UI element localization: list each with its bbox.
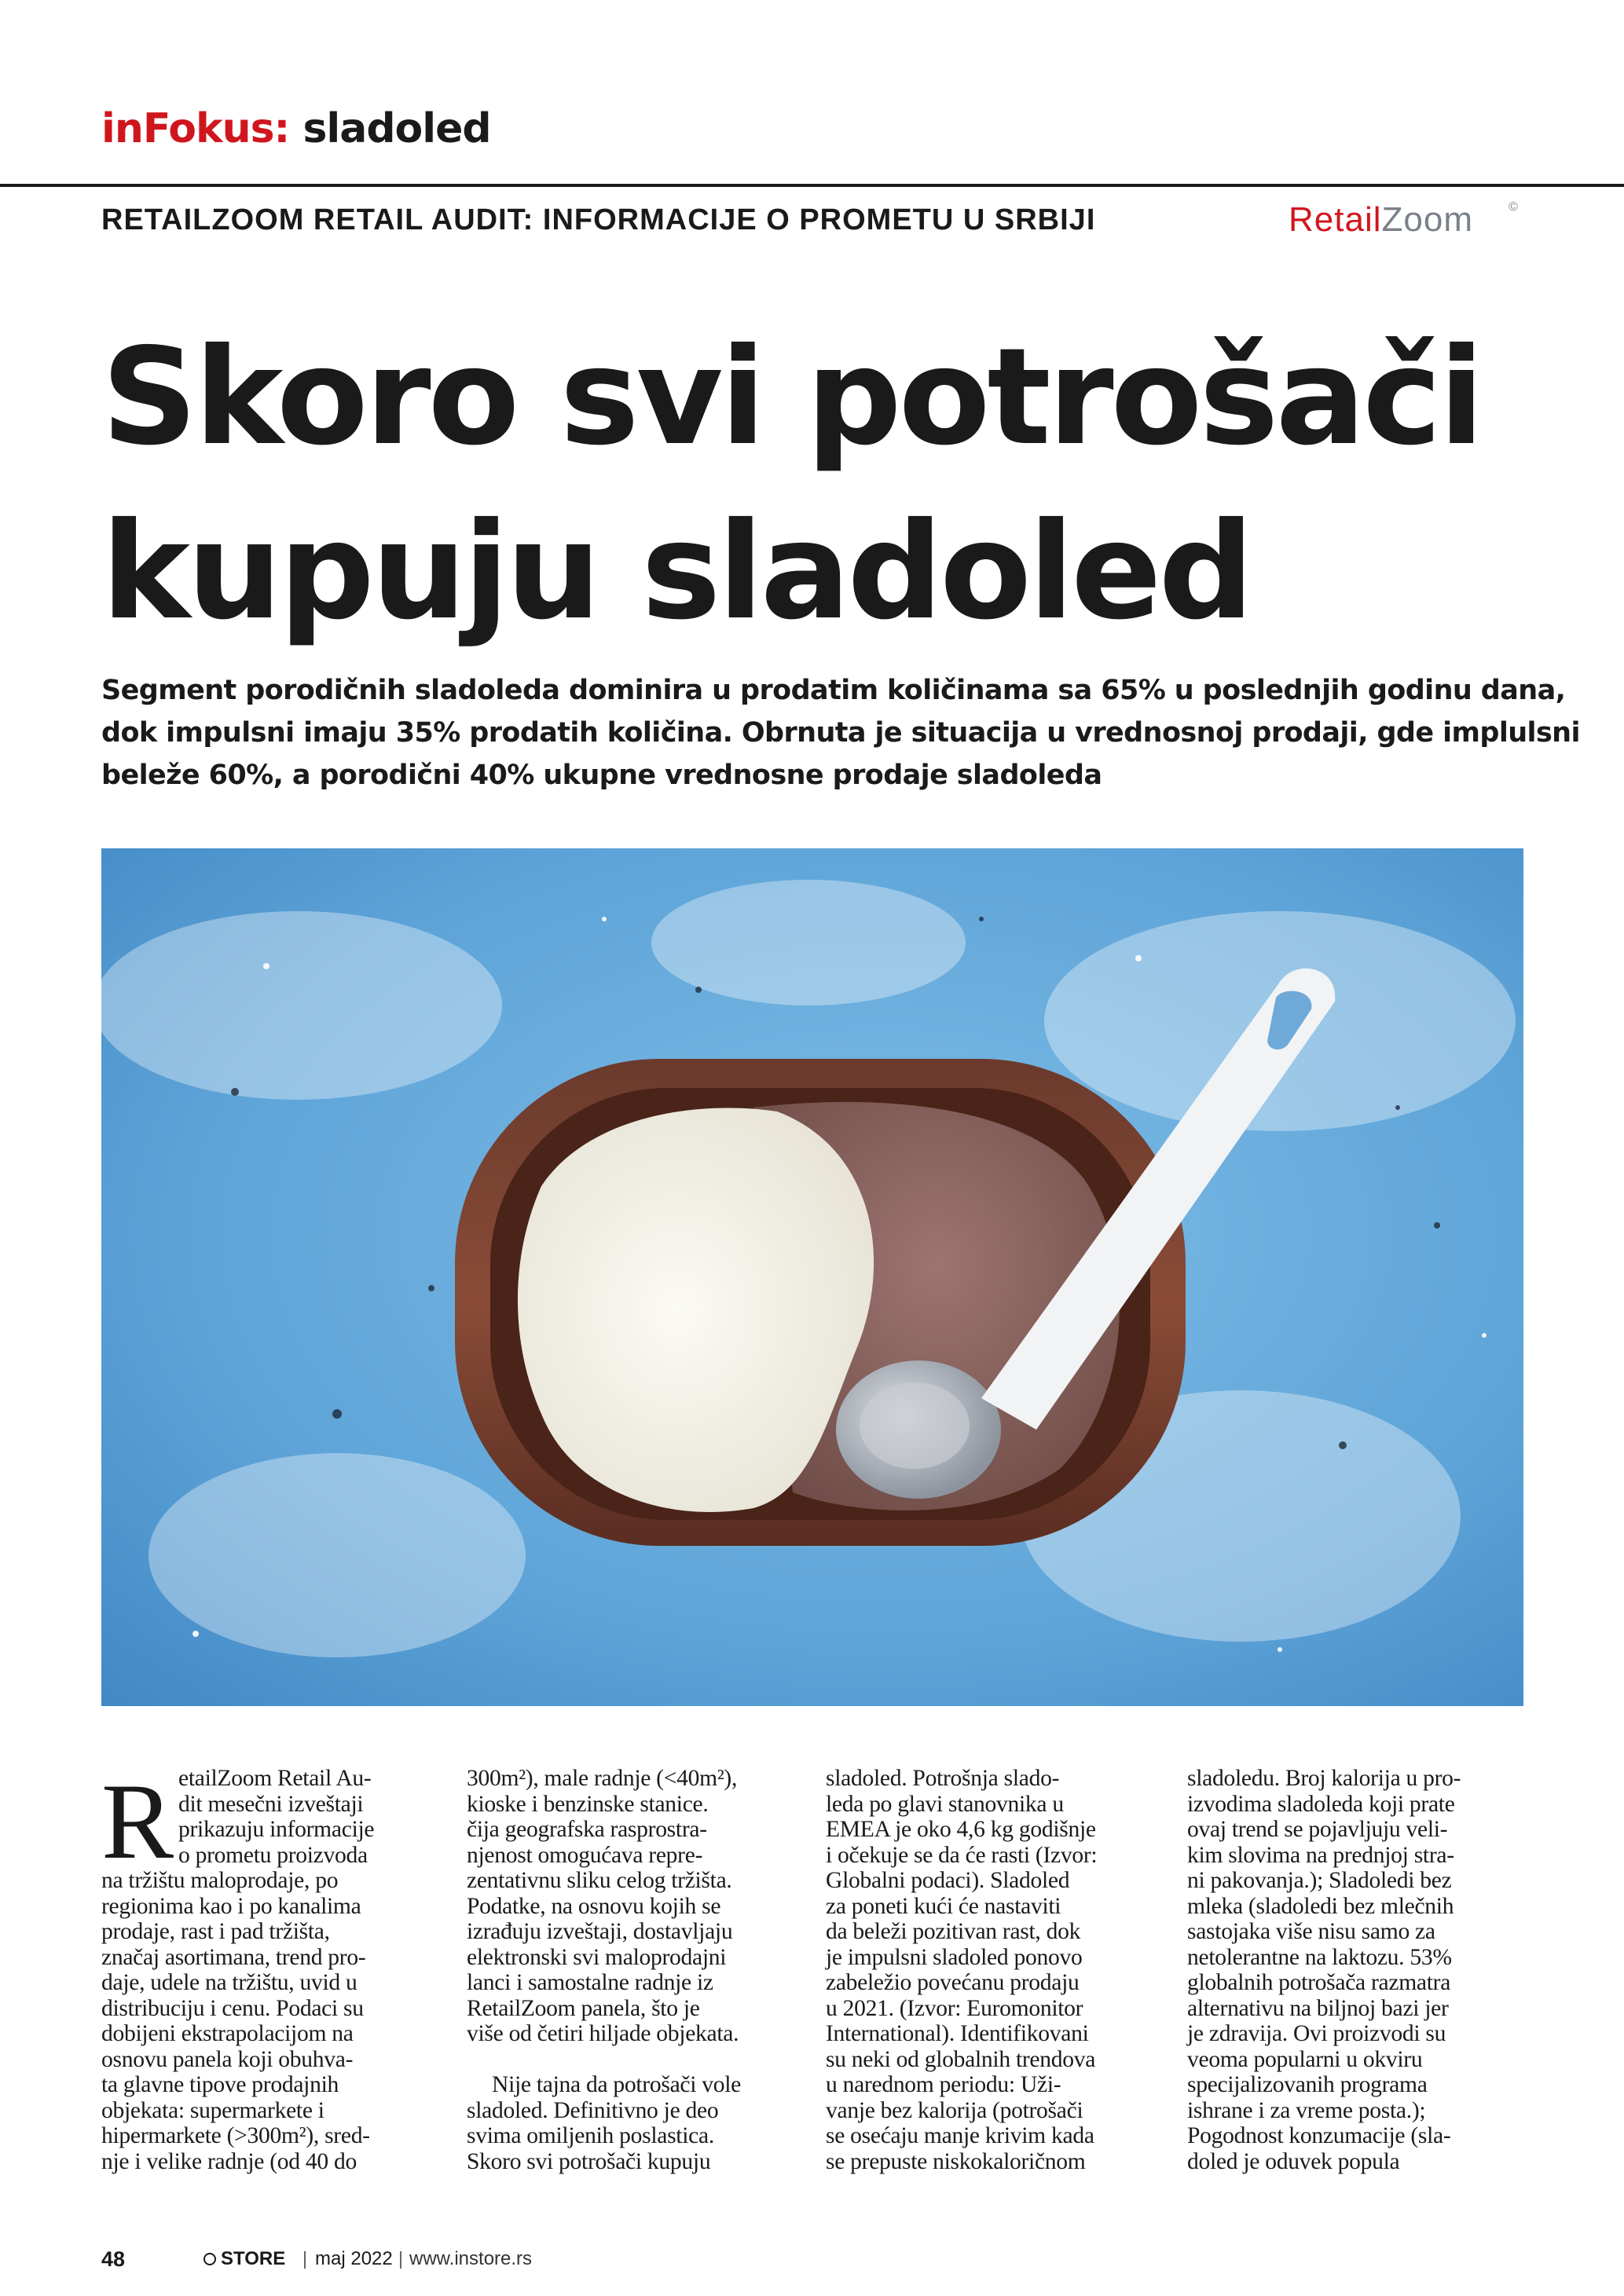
svg-text:RetailZoom bbox=[1289, 200, 1473, 239]
body-line: etailZoom Retail Au- bbox=[178, 1766, 372, 1791]
headline-line: Skoro svi potrošači bbox=[101, 320, 1482, 475]
body-line: je zdravija. Ovi proizvodi su bbox=[1187, 2021, 1446, 2046]
body-line: daje, udele na tržištu, uvid u bbox=[101, 1970, 357, 1995]
body-column-3 bbox=[826, 1766, 1144, 2174]
page-number: 48 bbox=[101, 2247, 126, 2271]
body-line: zentativnu sliku celog tržišta. bbox=[467, 1868, 732, 1893]
body-line: RetailZoom panela, što je bbox=[467, 1995, 700, 2021]
body-line: u 2021. (Izvor: Euromonitor bbox=[826, 1995, 1083, 2021]
body-line: prikazuju informacije bbox=[178, 1817, 375, 1842]
body-line: izrađuju izveštaji, dostavljaju bbox=[467, 1919, 733, 1944]
lead-paragraph bbox=[101, 669, 1580, 796]
footer-brand bbox=[203, 2245, 285, 2273]
paragraph-gap bbox=[467, 2047, 785, 2073]
body-line: za poneti kući će nastaviti bbox=[826, 1893, 1061, 1919]
body-line: se osećaju manje krivim kada bbox=[826, 2123, 1094, 2148]
body-line: doled je oduvek popula bbox=[1187, 2148, 1400, 2174]
body-line: Skoro svi potrošači kupuju bbox=[467, 2148, 711, 2174]
header-rule bbox=[0, 184, 1624, 187]
body-line: osnovu panela koji obuhva- bbox=[101, 2046, 354, 2072]
headline bbox=[101, 310, 1547, 659]
lead-line: Segment porodičnih sladoleda dominira u prodatim količinama sa 65% u poslednjih godinu dana, bbox=[101, 675, 1566, 706]
logo-mark: © bbox=[1509, 200, 1518, 214]
body-line: izvodima sladoleda koji prate bbox=[1187, 1791, 1455, 1817]
logo-part1: Retail bbox=[1289, 200, 1382, 239]
body-line: mleka (sladoledi bez mlečnih bbox=[1187, 1893, 1454, 1919]
body-line: ishrane i za vreme posta.); bbox=[1187, 2097, 1426, 2123]
body-line: se prepuste niskokaloričnom bbox=[826, 2148, 1086, 2174]
body-line: čija geografska rasprostra- bbox=[467, 1817, 707, 1842]
body-line: zabeležio povećanu prodaju bbox=[826, 1970, 1080, 1995]
body-line: netolerantne na laktozu. 53% bbox=[1187, 1944, 1452, 1970]
footer-issue: maj 2022 bbox=[315, 2248, 393, 2269]
logo-part2: Zoom bbox=[1381, 200, 1473, 239]
body-line: prodaje, rast i pad tržišta, bbox=[101, 1919, 330, 1944]
body-line: Globalni podaci). Sladoled bbox=[826, 1868, 1070, 1893]
body-line: značaj asortimana, trend pro- bbox=[101, 1944, 366, 1970]
body-line: da beleži pozitivan rast, dok bbox=[826, 1919, 1081, 1944]
body-line: njenost omogućava repre- bbox=[467, 1842, 703, 1868]
lead-line: beleže 60%, a porodični 40% ukupne vrednosne prodaje sladoleda bbox=[101, 760, 1102, 791]
footer-url[interactable]: www.instore.rs bbox=[409, 2248, 533, 2269]
body-line: elektronski svi maloprodajni bbox=[467, 1944, 727, 1970]
body-line: Pogodnost konzumacije (sla- bbox=[1187, 2123, 1451, 2148]
body-column-4 bbox=[1187, 1766, 1505, 2174]
body-line: su neki od globalnih trendova bbox=[826, 2046, 1096, 2072]
body-line: EMEA je oko 4,6 kg godišnje bbox=[826, 1817, 1096, 1842]
body-line: dit mesečni izveštaji bbox=[178, 1791, 364, 1817]
section-tag bbox=[101, 105, 491, 152]
ice-cream-photo bbox=[101, 848, 1523, 1706]
body-line: hipermarkete (>300m²), sred- bbox=[101, 2123, 370, 2148]
body-line: leda po glavi stanovnika u bbox=[826, 1791, 1064, 1817]
retailzoom-logo bbox=[1289, 195, 1524, 242]
body-line: na tržištu maloprodaje, po bbox=[101, 1868, 339, 1893]
body-line: vanje bez kalorija (potrošači bbox=[826, 2097, 1083, 2123]
body-line: veoma popularni u okviru bbox=[1187, 2046, 1423, 2072]
body-line: svima omiljenih poslastica. bbox=[467, 2123, 714, 2148]
body-line: International). Identifikovani bbox=[826, 2021, 1089, 2046]
body-line: o prometu proizvoda bbox=[178, 1842, 368, 1868]
section-prefix: inFokus: bbox=[101, 105, 290, 152]
body-line: više od četiri hiljade objekata. bbox=[467, 2021, 739, 2046]
article-body bbox=[101, 1761, 1523, 2174]
lead-line: dok impulsni imaju 35% prodatih količina. Obrnuta je situacija u vrednosnoj prodaji, gde implulsni bbox=[101, 717, 1580, 749]
body-line: regionima kao i po kanalima bbox=[101, 1893, 361, 1919]
body-line: u narednom periodu: Uži- bbox=[826, 2072, 1061, 2097]
body-line: ni pakovanja.); Sladoledi bez bbox=[1187, 1868, 1452, 1893]
body-line: sladoled. Potrošnja slado- bbox=[826, 1766, 1060, 1791]
body-line: Podatke, na osnovu kojih se bbox=[467, 1893, 721, 1919]
body-line: specijalizovanih programa bbox=[1187, 2072, 1428, 2097]
body-line: nje i velike radnje (od 40 do bbox=[101, 2148, 357, 2174]
headline-line: kupuju sladoled bbox=[101, 494, 1252, 650]
body-line: kim slovima na prednjoj stra- bbox=[1187, 1842, 1454, 1868]
body-line: alternativu na biljnoj bazi jer bbox=[1187, 1995, 1449, 2021]
body-line: je impulsni sladoled ponovo bbox=[826, 1944, 1083, 1970]
body-line: kioske i benzinske stanice. bbox=[467, 1791, 709, 1817]
drop-cap: R bbox=[101, 1761, 174, 1881]
body-line: 300m²), male radnje (<40m²), bbox=[467, 1766, 738, 1791]
body-line: dobijeni ekstrapolacijom na bbox=[101, 2021, 354, 2046]
footer-divider bbox=[400, 2251, 401, 2269]
page-footer bbox=[101, 2245, 887, 2273]
body-line: sastojaka više nisu samo za bbox=[1187, 1919, 1435, 1944]
footer-brand-name: STORE bbox=[221, 2248, 286, 2269]
body-line: lanci i samostalne radnje iz bbox=[467, 1970, 713, 1995]
body-column-2 bbox=[467, 1766, 785, 2174]
body-line: sladoled. Definitivno je deo bbox=[467, 2097, 719, 2123]
body-line: ta glavne tipove prodajnih bbox=[101, 2072, 339, 2097]
kicker: RETAILZOOM RETAIL AUDIT: INFORMACIJE O PROMETU U SRBIJI bbox=[101, 203, 1096, 236]
body-line: globalnih potrošača razmatra bbox=[1187, 1970, 1451, 1995]
in-logo-icon bbox=[203, 2253, 216, 2265]
body-line: Nije tajna da potrošači vole bbox=[492, 2072, 742, 2097]
body-line: ovaj trend se pojavljuju veli- bbox=[1187, 1817, 1448, 1842]
body-line: objekata: supermarkete i bbox=[101, 2097, 324, 2123]
body-line: distribuciju i cenu. Podaci su bbox=[101, 1995, 364, 2021]
body-column-1 bbox=[101, 1761, 420, 2174]
body-line: sladoledu. Broj kalorija u pro- bbox=[1187, 1766, 1461, 1791]
footer-divider bbox=[304, 2251, 306, 2269]
body-line: i očekuje se da će rasti (Izvor: bbox=[826, 1842, 1098, 1868]
section-topic: sladoled bbox=[302, 105, 491, 152]
